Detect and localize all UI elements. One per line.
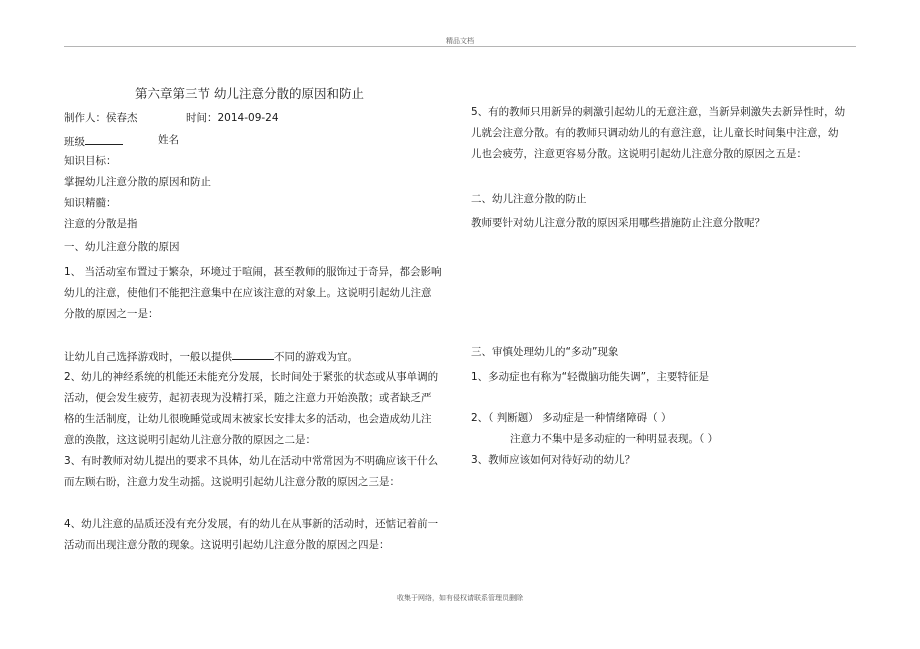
goal-text: 掌握幼儿注意分散的原因和防止 — [64, 176, 211, 188]
paragraph-4-line-1: 4、幼儿注意的品质还没有充分发展，有的幼儿在从事新的活动时，还惦记着前一 — [64, 518, 439, 530]
class-blank — [85, 134, 123, 145]
paragraph-5-line-3: 儿也会疲劳，注意更容易分散。这说明引起幼儿注意分散的原因之五是： — [471, 148, 807, 160]
paragraph-5-line-1: 5、有的教师只用新异的刺激引起幼儿的无意注意，当新异刺激失去新异性时，幼 — [471, 106, 846, 118]
document-title: 第六章第三节 幼儿注意分散的原因和防止 — [135, 86, 364, 101]
paragraph-2-line-4: 意的涣散，这这说明引起幼儿注意分散的原因之二是： — [64, 434, 316, 446]
class-label: 班级 — [64, 136, 85, 148]
author-label: 制作人：侯春杰 — [64, 112, 138, 124]
paragraph-2-line-2: 活动，便会发生疲劳，起初表现为没精打采，随之注意力开始涣散；或者缺乏严 — [64, 392, 432, 404]
section-3-heading: 三、审慎处理幼儿的“多动”现象 — [471, 346, 619, 358]
section-1-heading: 一、幼儿注意分散的原因 — [64, 241, 180, 253]
paragraph-2-line-3: 格的生活制度，让幼儿很晚睡觉或周末被家长安排太多的活动，也会造成幼儿注 — [64, 413, 432, 425]
paragraph-2-line-1: 2、幼儿的神经系统的机能还未能充分发展，长时间处于紧张的状态或从事单调的 — [64, 371, 439, 383]
header-divider — [64, 46, 856, 47]
section-2-heading: 二、幼儿注意分散的防止 — [471, 193, 587, 205]
goal-heading: 知识目标： — [64, 155, 117, 167]
class-row — [64, 134, 123, 149]
question-3: 3、教师应该如何对待好动的幼儿？ — [471, 454, 636, 466]
tail-text-b: 不同的游戏为宜。 — [274, 351, 358, 363]
paragraph-1-line-2: 幼儿的注意，使他们不能把注意集中在应该注意的对象上。这说明引起幼儿注意 — [64, 287, 432, 299]
name-label: 姓名 — [158, 134, 179, 146]
paragraph-3-line-2: 而左顾右盼，注意力发生动摇。这说明引起幼儿注意分散的原因之三是： — [64, 476, 400, 488]
paragraph-1-tail — [64, 349, 358, 364]
page-header: 精品文档 — [446, 37, 474, 45]
paragraph-1-line-3: 分散的原因之一是： — [64, 308, 159, 320]
time-label: 时间：2014-09-24 — [186, 112, 279, 124]
definition-text: 注意的分散是指 — [64, 218, 138, 230]
question-2-sub: 注意力不集中是多动症的一种明显表现。（ ） — [510, 433, 719, 445]
page-footer: 收集于网络，如有侵权请联系管理员删除 — [397, 594, 523, 602]
paragraph-5-line-2: 儿就会注意分散。有的教师只调动幼儿的有意注意，让儿童长时间集中注意，幼 — [471, 127, 839, 139]
section-2-question: 教师要针对幼儿注意分散的原因采用哪些措施防止注意分散呢？ — [471, 217, 765, 229]
tail-text-a: 让幼儿自己选择游戏时，一般以提供 — [64, 351, 232, 363]
essence-heading: 知识精髓： — [64, 197, 117, 209]
paragraph-3-line-1: 3、有时教师对幼儿提出的要求不具体，幼儿在活动中常常因为不明确应该干什么 — [64, 455, 439, 467]
paragraph-4-line-2: 活动而出现注意分散的现象。这说明引起幼儿注意分散的原因之四是： — [64, 539, 390, 551]
question-1: 1、多动症也有称为“轻微脑功能失调”，主要特征是 — [471, 371, 710, 383]
paragraph-1-line-1: 1、 当活动室布置过于繁杂，环境过于喧闹，甚至教师的服饰过于奇异，都会影响 — [64, 266, 442, 278]
question-2: 2、（ 判断题） 多动症是一种情绪障碍（ ） — [471, 412, 672, 424]
fill-blank — [232, 349, 274, 360]
